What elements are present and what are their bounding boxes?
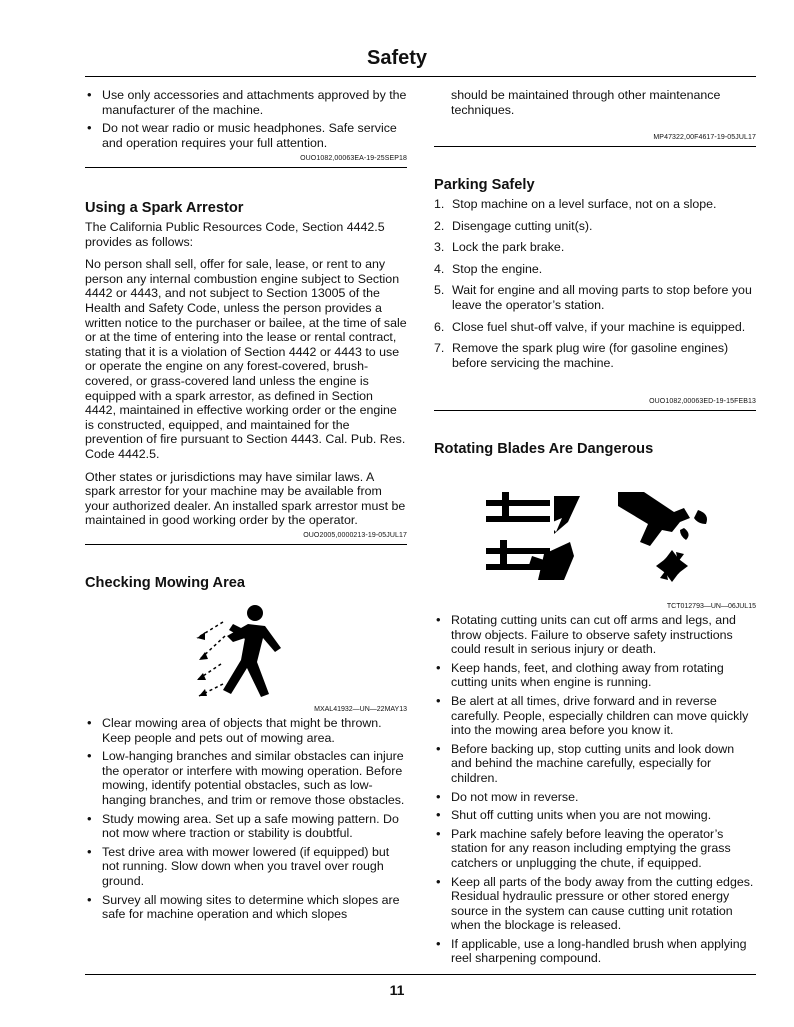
list-item: • Use only accessories and attachments approved by the manufacturer of the machine.	[85, 88, 407, 117]
reference-code: OUO1082,00063EA-19-25SEP18	[300, 155, 407, 162]
hand-cutting-warning-icon	[614, 488, 714, 588]
continuation-text: should be maintained through other maintenance techniques.	[451, 88, 721, 117]
page-title: Safety	[366, 47, 428, 69]
blades-bullet-list	[434, 613, 756, 970]
list-item: • Park machine safely before leaving the operator’s station for any reason including emptying the grass catchers or unplugging the chute, if equipped.	[434, 827, 756, 871]
step-number: 1.	[434, 197, 445, 211]
step-text: Lock the park brake.	[452, 240, 565, 255]
list-item	[434, 219, 756, 234]
list-item	[434, 262, 756, 277]
list-item: • Keep all parts of the body away from the cutting edges. Residual hydraulic pressure or other stored energy source in the system can cause cutting unit rotation when the blockage is released.	[434, 875, 756, 933]
spark-arrestor-body	[85, 220, 407, 536]
header-rule	[85, 76, 756, 77]
paragraph: No person shall sell, offer for sale, lease, or rent to any person any internal combustion engine subject to Section 4442 or 4443, and not subject to Section 13005 of the Health and Safety Code, unless the person provides a written notice to the purchaser or bailee, at the time of sale or at the time of entering into the lease or rental contract, stating that it is a violation of Section 4442 or 4443 to use or operate the engine on any forest-covered, brush-covered, or grass-covered land unless the engine is equipped with a spark arrestor, as defined in Section 4442, maintained in effective working order or the engine is constructed, equipped, and maintained for the prevention of fire pursuant to Section 4443. Cal. Pub. Res. Code 4442.5.	[85, 257, 407, 461]
step-number: 3.	[434, 240, 445, 255]
list-item	[434, 341, 756, 370]
thrown-object-warning-icon	[193, 602, 303, 702]
reel-entanglement-warning-icon	[484, 488, 594, 586]
list-item: • Test drive area with mower lowered (if equipped) but not running. Slow down when you travel over rough ground.	[85, 845, 407, 889]
reference-code: OUO1082,00063ED-19-15FEB13	[649, 398, 756, 405]
section-divider	[434, 146, 756, 147]
list-item	[434, 240, 756, 255]
paragraph: Other states or jurisdictions may have similar laws. A spark arrestor for your machine may be available from your authorized dealer. An installed spark arrestor must be maintained in good working order by the operator.	[85, 469, 406, 528]
page-number: 11	[389, 982, 405, 998]
list-item	[434, 320, 756, 335]
footer-rule	[85, 974, 756, 975]
step-text: Stop machine on a level surface, not on a slope.	[452, 197, 717, 211]
paragraph: The California Public Resources Code, Section 4442.5 provides as follows:	[85, 220, 385, 249]
step-text: Wait for engine and all moving parts to stop before you leave the operator’s station.	[452, 283, 752, 312]
step-text: Close fuel shut-off valve, if your machine is equipped.	[452, 319, 746, 334]
list-item: • If applicable, use a long-handled brush when applying reel sharpening compound.	[434, 937, 756, 966]
section-divider	[85, 167, 407, 168]
section-heading-checking-mowing-area: Checking Mowing Area	[85, 575, 246, 591]
list-item	[434, 197, 756, 212]
list-item: • Keep hands, feet, and clothing away from rotating cutting units when engine is running.	[434, 661, 756, 690]
figure-caption: MXAL41932—UN—22MAY13	[314, 706, 407, 713]
reference-code: MP47322,00F4617-19-05JUL17	[653, 134, 756, 141]
list-item: • Study mowing area. Set up a safe mowing pattern. Do not mow where traction or stability is doubtful.	[85, 812, 407, 841]
section-divider	[85, 544, 407, 545]
step-number: 4.	[434, 261, 445, 276]
list-item: • Survey all mowing sites to determine which slopes are safe for machine operation and which slopes	[85, 893, 407, 922]
step-text: Remove the spark plug wire (for gasoline engines) before servicing the machine.	[452, 341, 729, 370]
list-item: • Be alert at all times, drive forward and in reverse carefully. People, especially children can move quickly into the mowing area before you know it.	[434, 694, 756, 738]
list-item: • Rotating cutting units can cut off arms and legs, and throw objects. Failure to observe safety instructions could result in serious injury or death.	[434, 613, 756, 657]
section-divider	[434, 410, 756, 411]
parking-steps-list	[434, 197, 756, 377]
step-number: 7.	[434, 341, 445, 356]
step-text: Stop the engine.	[452, 261, 543, 276]
section-heading-spark-arrestor: Using a Spark Arrestor	[85, 200, 244, 216]
section-heading-parking-safely: Parking Safely	[434, 177, 535, 193]
mowing-bullet-list	[85, 716, 407, 926]
step-text: Disengage cutting unit(s).	[452, 218, 593, 233]
intro-bullet-list	[85, 88, 407, 154]
list-item: • Do not wear radio or music headphones. Safe service and operation requires your full attention.	[85, 121, 407, 150]
list-item: • Clear mowing area of objects that might be thrown. Keep people and pets out of mowing area.	[85, 716, 407, 745]
list-item: • Do not mow in reverse.	[434, 790, 756, 805]
list-item: • Before backing up, stop cutting units and look down and behind the machine carefully, especially for children.	[434, 742, 756, 786]
figure-caption: TCT012793—UN—06JUL15	[666, 603, 756, 610]
step-number: 6.	[434, 319, 445, 334]
list-item: • Low-hanging branches and similar obstacles can injure the operator or interfere with mowing operation. Before mowing, identify potential obstacles, such as low-hanging branches, and trim or remove those obstacles.	[85, 749, 407, 807]
section-heading-rotating-blades: Rotating Blades Are Dangerous	[434, 441, 654, 457]
list-item: • Shut off cutting units when you are not mowing.	[434, 808, 756, 823]
reference-code: OUO2005,0000213-19-05JUL17	[303, 532, 407, 539]
step-number: 2.	[434, 218, 445, 233]
list-item	[434, 283, 756, 312]
step-number: 5.	[434, 283, 445, 298]
